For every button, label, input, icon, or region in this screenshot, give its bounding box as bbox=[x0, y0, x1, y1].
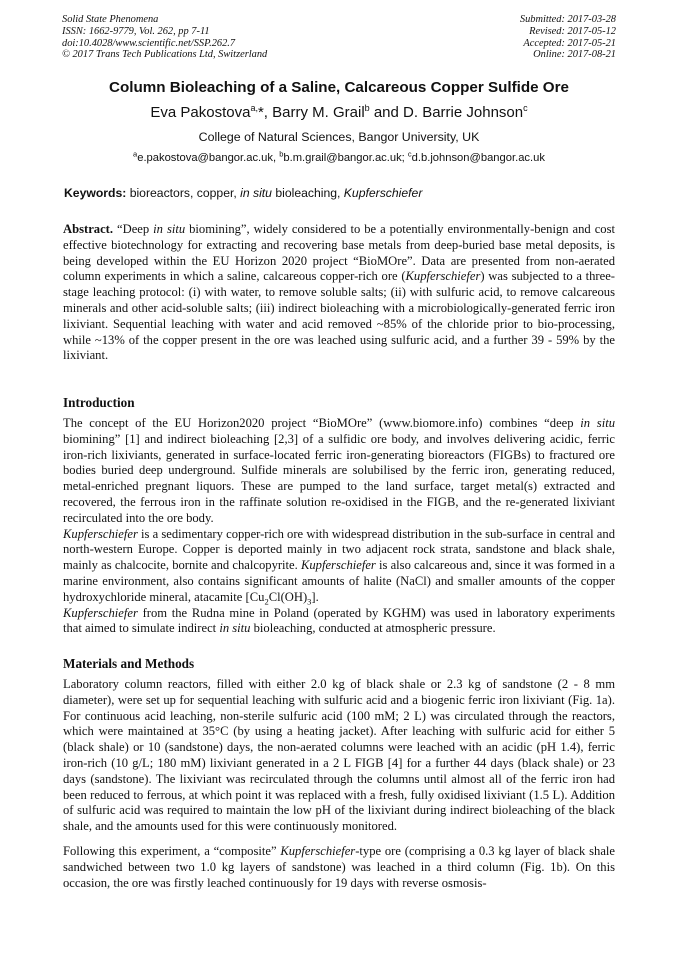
abstract-paragraph bbox=[63, 222, 615, 364]
email-address[interactable]: b.m.grail@bangor.ac.uk; bbox=[283, 152, 408, 164]
email-address[interactable]: e.pakostova@bangor.ac.uk, bbox=[137, 152, 280, 164]
paper-title: Column Bioleaching of a Saline, Calcareous Copper Sulfide Ore bbox=[109, 79, 569, 96]
keywords-text: bioreactors, copper, bbox=[126, 186, 241, 200]
affiliation: College of Natural Sciences, Bangor University, UK bbox=[198, 130, 480, 144]
paragraph: Laboratory column reactors, filled with either 2.0 kg of black shale or 2.3 kg of sandstone (2 - 8 mm diameter), were set up for sequential leaching with sulfuric acid and a biogenic ferric iron lixiviant (Fig. 1a). For continuous acid leaching, non-sterile sulfuric acid (100 mM; 2 L) was circulated through the reactors, which were maintained at 35°C (by using a heating jacket). After leaching with sulfuric acid for either 5 (black shale) or 10 (sandstone) days, the non-aerated columns were leached with an acidic (pH 1.4), ferric iron-rich (10 g/L; 180 mM) lixiviant generated in a 2 L FIGB [4] for a further 44 days (black shale) or 23 days (sandstone). The lixiviant was recirculated through the columns until almost all of the ferric iron had been reduced to ferrous, at which point it was replaced with a fresh, fully oxidised lixiviant (1.5 L). Addition of sulfuric acid was required to maintain the low pH of the lixiviant during indirect bioleaching of the black shale, and the amounts used for this were continuously monitored. bbox=[63, 677, 615, 834]
introduction-section bbox=[63, 416, 615, 637]
paragraph-text: is a sedimentary copper-rich ore with widespread distribution in the sub-surface in central and north-western Europe. Copper is deported mainly in two adjacent rock strata, sandstone and black shale, mainly as chalcocite, bornite and chalcopyrite. bbox=[63, 526, 615, 573]
author-name: Barry M. Grail bbox=[272, 104, 365, 121]
journal-name: Solid State Phenomena bbox=[62, 14, 159, 25]
paragraph-text: in situ bbox=[580, 416, 615, 430]
paragraph bbox=[63, 844, 615, 891]
paragraph-text: Kupferschiefer bbox=[63, 605, 138, 620]
paragraph-text: bioleaching, conducted at atmospheric pressure. bbox=[250, 621, 496, 636]
email-mark: b bbox=[279, 149, 284, 159]
paragraph-text: Kupferschiefer bbox=[280, 843, 356, 858]
online-date: Online: 2017-08-21 bbox=[533, 49, 616, 61]
keywords bbox=[64, 186, 422, 200]
abstract bbox=[63, 222, 615, 364]
abstract-text: in situ bbox=[153, 222, 186, 236]
methods-section bbox=[63, 677, 615, 891]
paragraph-text: The concept of the EU Horizon2020 project “BioMOre” (www.biomore.info) combines “deep bbox=[63, 416, 581, 430]
paragraph-text: Kupferschiefer bbox=[300, 558, 376, 573]
dates-info bbox=[520, 14, 616, 61]
journal-info bbox=[62, 14, 267, 61]
paragraph bbox=[63, 416, 615, 527]
paragraph-text: in situ bbox=[219, 621, 251, 636]
subscript: 2 bbox=[264, 596, 269, 607]
paragraph-text: Kupferschiefer bbox=[63, 526, 138, 541]
author-name: Eva Pakostova bbox=[150, 104, 251, 121]
paragraph bbox=[63, 606, 615, 638]
paragraph-text: is also calcareous and, since it was formed in a marine environment, also contains significant amounts of halite (NaCl) and smaller amounts of the copper hydroxychloride mineral, atacamite [Cu bbox=[63, 558, 615, 604]
abstract-text: Kupferschiefer bbox=[405, 269, 481, 284]
affiliation-mark: a, bbox=[250, 103, 258, 113]
paragraph-text: -type ore (comprising a 0.3 kg layer of black shale sandwiched between two 1.0 kg layers of sandstone) was leached in a third column (Fig. 1b). On this occasion, the ore was firstly leached continuously for 19 days with reverse osmosis- bbox=[63, 843, 615, 890]
abstract-text: “Deep bbox=[113, 222, 154, 236]
revised-date: Revised: 2017-05-12 bbox=[529, 25, 616, 37]
keywords-text: bioleaching, bbox=[271, 186, 344, 200]
issn-line: ISSN: 1662-9779, Vol. 262, pp 7-11 bbox=[62, 25, 210, 37]
paragraph-text: Following this experiment, a “composite” bbox=[63, 843, 281, 858]
keywords-text: in situ bbox=[240, 186, 272, 200]
author-list bbox=[0, 104, 678, 121]
corresponding-mark: * bbox=[257, 104, 264, 121]
paragraph bbox=[63, 527, 615, 606]
affiliation-mark: c bbox=[523, 103, 528, 113]
paragraph-text: Cl(OH) bbox=[268, 589, 308, 604]
keywords-text: Kupferschiefer bbox=[343, 186, 423, 200]
email-list bbox=[0, 149, 678, 164]
keywords-label: Keywords: bbox=[64, 186, 127, 200]
author-separator: and bbox=[369, 104, 404, 121]
email-mark: c bbox=[407, 149, 412, 159]
abstract-text: ) was subjected to a three-stage leaching protocol: (i) with water, to remove soluble salts; (ii) with sulfuric acid, to remove calcareous minerals and other acid-soluble salts; (iii) indirect bioleaching with a microbiologically-generated ferric iron lixiviant. Sequential leaching with water and acid removed ~85% of the chloride prior to bio-processing, while ~13% of the copper present in the ore was leached using sulfuric acid, and a further 39 - 59% by the lixiviant. bbox=[63, 269, 615, 363]
doi-line: doi:10.4028/www.scientific.net/SSP.262.7 bbox=[62, 37, 236, 49]
methods-heading: Materials and Methods bbox=[63, 656, 195, 671]
copyright-line: © 2017 Trans Tech Publications Ltd, Switzerland bbox=[62, 49, 268, 61]
email-mark: a bbox=[133, 149, 138, 159]
subscript: 3 bbox=[307, 596, 312, 607]
author-separator: , bbox=[263, 104, 273, 121]
paragraph-text: biomining” [1] and indirect bioleaching [2,3] of a sulfidic ore body, and involves delivering acidic, ferric iron-rich lixiviants, generated in surface-located ferric iron-generating bioreactors (FIGBs) to fractured ore bodies buried deep underground. Sulfide minerals are solubilised by the ferric iron, generating reduced, metal-enriched pregnant liquors. These are pumped to the land surface, target metal(s) extracted and recovered, the ferrous iron in the raffinate solution re-oxidised in the FIGB, and the re-generated lixiviant recirculated into the ore body. bbox=[63, 431, 615, 525]
accepted-date: Accepted: 2017-05-21 bbox=[523, 37, 616, 49]
affiliation-mark: b bbox=[364, 103, 370, 113]
author-name: D. Barrie Johnson bbox=[403, 104, 524, 121]
abstract-label: Abstract. bbox=[63, 222, 114, 236]
paragraph-text: ]. bbox=[311, 589, 319, 604]
submitted-date: Submitted: 2017-03-28 bbox=[519, 14, 616, 25]
introduction-heading: Introduction bbox=[63, 395, 135, 410]
paragraph-text: from the Rudna mine in Poland (operated by KGHM) was used in laboratory experiments that aimed to simulate indirect bbox=[63, 605, 615, 636]
email-address[interactable]: d.b.johnson@bangor.ac.uk bbox=[411, 152, 545, 164]
abstract-text: biomining”, widely considered to be a potentially environmentally-benign and cost effective biotechnology for extracting and recovering base metals from deep-buried base metal deposits, is being developed within the EU Horizon 2020 project “BioMOre”. Data are presented from non-aerated column experiments in which a saline, calcareous copper-rich ore ( bbox=[63, 222, 615, 284]
